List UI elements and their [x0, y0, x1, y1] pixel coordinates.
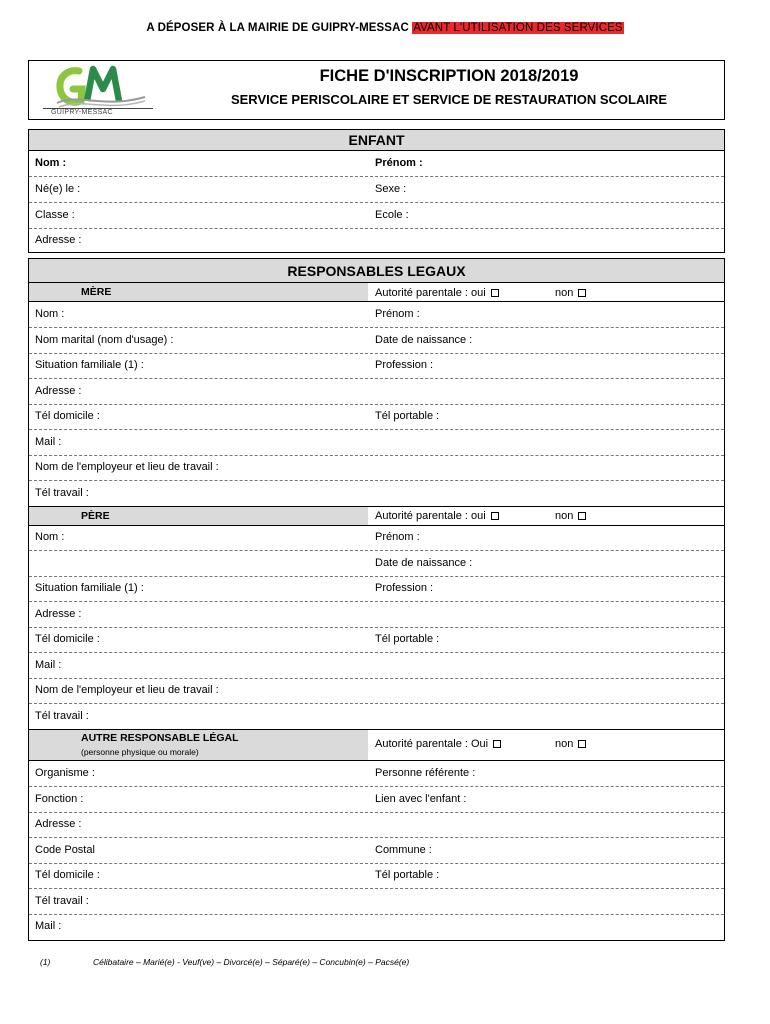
enfant-section — [28, 129, 725, 253]
autre-row — [29, 863, 724, 889]
pere-mail-field[interactable]: Mail : — [35, 659, 62, 671]
checkbox-icon[interactable] — [578, 740, 586, 748]
mere-row — [29, 430, 724, 456]
responsables-section — [28, 258, 725, 941]
pere-autorite-label: Autorité parentale : oui — [375, 510, 486, 522]
mere-non-label: non — [555, 287, 574, 299]
pere-situation-field[interactable]: Situation familiale (1) : — [35, 582, 144, 594]
pere-prenom-field[interactable]: Prénom : — [375, 531, 420, 543]
pere-subheader — [29, 507, 368, 525]
pere-non-label: non — [555, 510, 574, 522]
mere-date-naissance-field[interactable]: Date de naissance : — [375, 334, 473, 346]
pere-profession-field[interactable]: Profession : — [375, 582, 434, 594]
enfant-section-title: ENFANT — [29, 130, 724, 151]
pere-employeur-field[interactable]: Nom de l'employeur et lieu de travail : — [35, 684, 219, 696]
autre-code-postal-field[interactable]: Code Postal — [35, 844, 95, 856]
autre-tel-domicile-field[interactable]: Tél domicile : — [35, 869, 100, 881]
autre-autorite-label: Autorité parentale : Oui — [375, 738, 489, 750]
autre-personne-referente-field[interactable]: Personne référente : — [375, 767, 476, 779]
pere-adresse-field[interactable]: Adresse : — [35, 608, 82, 620]
autre-adresse-field[interactable]: Adresse : — [35, 818, 82, 830]
logo-text: GUIPRY-MESSAC — [51, 109, 113, 116]
mere-tel-travail-field[interactable]: Tél travail : — [35, 487, 89, 499]
autre-fonction-field[interactable]: Fonction : — [35, 793, 84, 805]
mere-row — [29, 302, 724, 328]
deposit-notice-prefix: A DÉPOSER À LA MAIRIE DE GUIPRY-MESSAC — [146, 22, 409, 34]
mere-adresse-field[interactable]: Adresse : — [35, 385, 82, 397]
pere-tel-travail-field[interactable]: Tél travail : — [35, 710, 89, 722]
mere-autorite-non[interactable] — [555, 287, 586, 299]
mere-tel-domicile-field[interactable]: Tél domicile : — [35, 410, 100, 422]
mere-tel-portable-field[interactable]: Tél portable : — [375, 410, 440, 422]
autre-row — [29, 889, 724, 915]
pere-row — [29, 551, 724, 577]
mere-employeur-field[interactable]: Nom de l'employeur et lieu de travail : — [35, 461, 219, 473]
pere-nom-field[interactable]: Nom : — [35, 531, 65, 543]
pere-autorite-non[interactable] — [555, 510, 586, 522]
enfant-prenom-field[interactable]: Prénom : — [375, 157, 423, 169]
autre-row — [29, 761, 724, 787]
mere-mail-field[interactable]: Mail : — [35, 436, 62, 448]
footnote-marker: (1) — [40, 957, 51, 967]
autre-label: AUTRE RESPONSABLE LÉGAL — [81, 732, 239, 744]
autre-autorite-oui[interactable] — [375, 738, 501, 750]
checkbox-icon[interactable] — [578, 289, 586, 297]
mere-autorite-label: Autorité parentale : oui — [375, 287, 486, 299]
autre-mail-field[interactable]: Mail : — [35, 920, 62, 932]
pere-row — [29, 653, 724, 679]
mere-prenom-field[interactable]: Prénom : — [375, 308, 420, 320]
autre-row — [29, 787, 724, 813]
enfant-row — [29, 203, 724, 229]
footnote-text: Célibataire – Marié(e) - Veuf(ve) – Divorcé(e) – Séparé(e) – Concubin(e) – Pacsé(e) — [93, 957, 410, 967]
enfant-row — [29, 228, 724, 253]
enfant-nom-field[interactable]: Nom : — [35, 157, 67, 169]
checkbox-icon[interactable] — [493, 740, 501, 748]
mere-nom-marital-field[interactable]: Nom marital (nom d'usage) : — [35, 334, 174, 346]
responsables-section-title: RESPONSABLES LEGAUX — [29, 259, 724, 283]
pere-label: PÈRE — [81, 510, 110, 522]
mere-subheader — [29, 283, 368, 301]
pere-row — [29, 627, 724, 653]
mere-profession-field[interactable]: Profession : — [375, 359, 434, 371]
autre-tel-travail-field[interactable]: Tél travail : — [35, 895, 89, 907]
autre-subheader — [29, 730, 368, 760]
enfant-row — [29, 151, 724, 177]
form-header — [28, 60, 725, 120]
pere-row — [29, 576, 724, 602]
enfant-ecole-field[interactable]: Ecole : — [375, 209, 409, 221]
pere-date-naissance-field[interactable]: Date de naissance : — [375, 557, 473, 569]
mere-row — [29, 328, 724, 354]
autre-row — [29, 914, 724, 939]
mere-row — [29, 379, 724, 405]
autre-row — [29, 812, 724, 838]
pere-row — [29, 602, 724, 628]
mere-autorite-oui[interactable] — [375, 287, 499, 299]
mere-situation-field[interactable]: Situation familiale (1) : — [35, 359, 144, 371]
enfant-adresse-field[interactable]: Adresse : — [35, 234, 82, 246]
autre-autorite-non[interactable] — [555, 738, 586, 750]
form-subtitle: SERVICE PERISCOLAIRE ET SERVICE DE RESTAURATION SCOLAIRE — [230, 92, 668, 107]
pere-autorite-oui[interactable] — [375, 510, 499, 522]
autre-note: (personne physique ou morale) — [81, 747, 199, 757]
enfant-row — [29, 177, 724, 203]
autre-non-label: non — [555, 738, 574, 750]
pere-tel-domicile-field[interactable]: Tél domicile : — [35, 633, 100, 645]
mere-nom-field[interactable]: Nom : — [35, 308, 65, 320]
autre-lien-enfant-field[interactable]: Lien avec l'enfant : — [375, 793, 467, 805]
deposit-notice-highlight: AVANT L'UTILISATION DES SERVICES — [413, 22, 623, 34]
form-title: FICHE D'INSCRIPTION 2018/2019 — [319, 67, 579, 85]
checkbox-icon[interactable] — [578, 512, 586, 520]
mere-row — [29, 353, 724, 379]
enfant-sexe-field[interactable]: Sexe : — [375, 183, 407, 195]
pere-row — [29, 678, 724, 704]
pere-row — [29, 525, 724, 551]
autre-organisme-field[interactable]: Organisme : — [35, 767, 95, 779]
mere-row — [29, 404, 724, 430]
checkbox-icon[interactable] — [491, 512, 499, 520]
pere-row — [29, 704, 724, 729]
enfant-classe-field[interactable]: Classe : — [35, 209, 75, 221]
enfant-naissance-field[interactable]: Né(e) le : — [35, 183, 81, 195]
mere-row — [29, 481, 724, 506]
mere-row — [29, 455, 724, 481]
autre-commune-field[interactable]: Commune : — [375, 844, 432, 856]
autre-row — [29, 838, 724, 864]
autre-tel-portable-field[interactable]: Tél portable : — [375, 869, 440, 881]
checkbox-icon[interactable] — [491, 289, 499, 297]
mere-label: MÈRE — [81, 286, 112, 298]
deposit-notice — [0, 22, 770, 34]
pere-tel-portable-field[interactable]: Tél portable : — [375, 633, 440, 645]
